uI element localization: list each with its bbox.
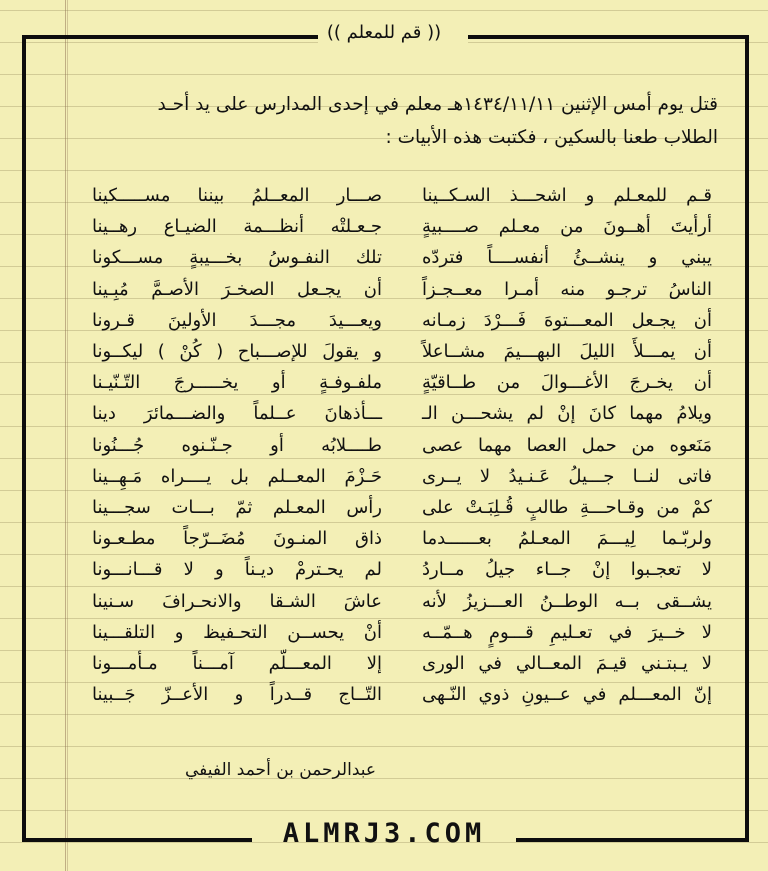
verse-second-hemistich: ويعـــيدَ مجـــدَ الأولينَ قـرونا <box>92 309 382 331</box>
verse-second-hemistich: عاشَ الشـقا والانحـرافَ سـنينا <box>92 590 382 612</box>
verse-second-hemistich: جـعـلتْه أنظـــمة الضيـاع رهــينا <box>92 216 382 238</box>
poem-body <box>92 180 712 710</box>
verse-second-hemistich: أن يجـعل الصخـرَ الأصـمَّ مُبِـينا <box>92 278 382 300</box>
intro-line-1: قتل يوم أمس الإثنين ١٤٣٤/١١/١١هـ معلم في إحدى المدارس على يد أحـد <box>157 94 718 115</box>
verse-row <box>92 554 712 585</box>
verse-row <box>92 461 712 492</box>
verse-second-hemistich: أنْ يحســن التحـفيظ و التلقـــينا <box>92 621 382 643</box>
verse-row <box>92 617 712 648</box>
verse-row <box>92 211 712 242</box>
verse-first-hemistich: ولربّـما لِيـــمَ المعـلمُ بعــــــدما <box>422 528 712 550</box>
verse-first-hemistich: كمْ من وقـاحـــةِ طالبٍ قُـلِبَـتْ على <box>422 496 712 518</box>
verse-row <box>92 679 712 710</box>
verse-row <box>92 430 712 461</box>
verse-first-hemistich: أن يجـعل المعـــتوهَ فَـــرْدَ زمـانه <box>422 309 712 331</box>
verse-row <box>92 398 712 429</box>
verse-second-hemistich: حَـزْمَ المعــلم بل يــــراه مَـهِــينا <box>92 465 382 487</box>
verse-second-hemistich: و يقولَ للإصـــباح ( كُنْ ) ليكــونا <box>92 341 382 363</box>
verse-row <box>92 305 712 336</box>
verse-second-hemistich: تلك النفـوسُ بخـــيبةٍ مســـكونا <box>92 247 382 269</box>
verse-row <box>92 523 712 554</box>
verse-second-hemistich: رأس المعـلم ثمّ بـــات سجـــينا <box>92 496 382 518</box>
verse-second-hemistich: لم يحـترمْ ديـناً و لا قـــانـــونا <box>92 559 382 581</box>
verse-first-hemistich: أن يمـــلأَ الليلَ البهـــيمَ مشــاعلاً <box>422 341 712 363</box>
poet-signature: عبدالرحمن بن أحمد الفيفي <box>185 760 377 780</box>
verse-second-hemistich: ـــأذهانَ عــلماً والضـــمائرَ دينا <box>92 403 382 425</box>
verse-first-hemistich: لا يـبتـني قيـمَ المعــالي في الورى <box>422 652 712 674</box>
verse-second-hemistich: إلا المعـــلّم آمـــناً مـأمـــونا <box>92 652 382 674</box>
verse-row <box>92 492 712 523</box>
poem-title: (( قم للمعلم )) <box>326 22 442 43</box>
verse-first-hemistich: أرأيتَ أهــونَ من معـلم صــــبيةٍ <box>422 216 712 238</box>
intro-paragraph <box>100 88 718 154</box>
verse-row <box>92 367 712 398</box>
site-watermark: ALMRJ3.COM <box>282 818 486 849</box>
verse-row <box>92 180 712 211</box>
verse-first-hemistich: لا تعجـبوا إنْ جــاء جيلُ مــاردُ <box>422 559 712 581</box>
verse-first-hemistich: يبني و ينشــئُ أنفســــاً فتردّه <box>422 247 712 269</box>
intro-line-2: الطلاب طعنا بالسكين ، فكتبت هذه الأبيات : <box>385 127 718 148</box>
verse-first-hemistich: إنّ المعـــلم في عــيونِ ذوي النّـهى <box>422 684 712 706</box>
verse-row <box>92 648 712 679</box>
verse-first-hemistich: أن يخـرجَ الأغـــوالَ من طــاقيّةٍ <box>422 372 712 394</box>
verse-row <box>92 242 712 273</box>
verse-first-hemistich: لا خــيرَ في تعـليمِ قـــومٍ هــمّــه <box>422 621 712 643</box>
verse-row <box>92 585 712 616</box>
verse-first-hemistich: قـم للمعـلم و اشحـــذ السـكــينا <box>422 185 712 207</box>
page-title <box>0 22 768 43</box>
verse-second-hemistich: صـــار المعــلمُ بيننا مســـــكينا <box>92 185 382 207</box>
verse-first-hemistich: الناسُ ترجـو منه أمـرا معــجـزاً <box>422 278 712 300</box>
verse-second-hemistich: طــــلابُه أو جـنّـنوه جُـــنُونا <box>92 434 382 456</box>
verse-first-hemistich: يشــقى بــه الوطــنُ العـــزيزُ لأنه <box>422 590 712 612</box>
verse-row <box>92 274 712 305</box>
verse-second-hemistich: ذاق المنـونَ مُضَــرّجاً مطـعـونا <box>92 528 382 550</box>
verse-first-hemistich: فاتى لنــا جـــيلُ عَـنـيدُ لا يــرى <box>422 465 712 487</box>
verse-first-hemistich: ويلامُ مهما كانَ إنْ لم يشحـــن الـ <box>422 403 712 425</box>
verse-first-hemistich: مَنَعوه من حمل العصا مهما عصى <box>422 434 712 456</box>
verse-second-hemistich: التّــاج قــدراً و الأعــزّ جَــبينا <box>92 684 382 706</box>
verse-second-hemistich: ملفـوفـةٍ أو يخـــــرجَ التّـنّيـنا <box>92 372 382 394</box>
verse-row <box>92 336 712 367</box>
